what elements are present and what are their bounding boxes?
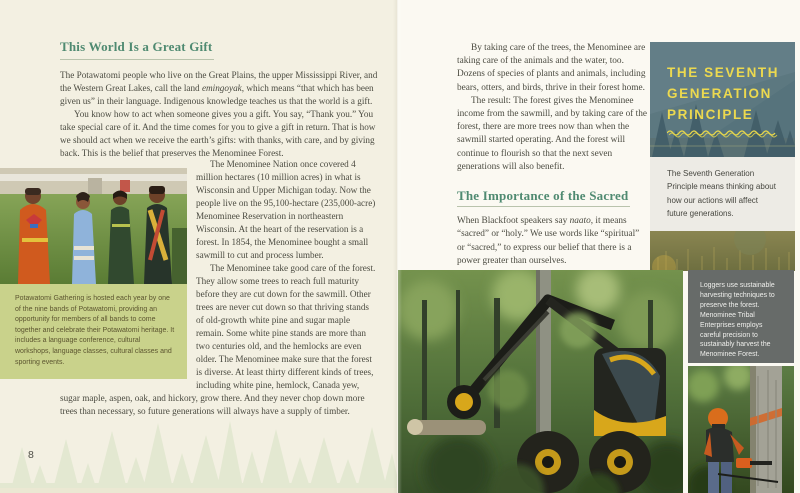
right-paragraph-1: By taking care of the trees, the Menominee are taking care of the animals and the water, too. Dozens of species of plants and animals, including bears, otters, and birds, thrive in their forest home. [457, 43, 646, 93]
squiggle-underline [667, 128, 779, 138]
gathering-photo-block [0, 168, 187, 379]
chainsaw-logger-photo [688, 366, 794, 493]
sidebar-title: THE SEVENTH GENERATION PRINCIPLE [667, 65, 780, 122]
left-page-heading: This World Is a Great Gift [60, 39, 214, 60]
page-number: 8 [28, 449, 34, 461]
para1-italic-term: emingoyak [201, 83, 242, 93]
forest-watermark [0, 413, 397, 493]
left-paragraph-2: You know how to act when someone gives you a gift. You say, “Thank you.” You take special care of it. And the time comes for you to give a gift in return. That is how we should act when we receive the earth’s gifts: with thanks, with care, and by giving back. This is the belief that preserves the Menominee Forest. [60, 109, 376, 158]
timber-harvester-photo [398, 270, 683, 493]
page-gutter [393, 0, 402, 493]
logger-photo-caption: Loggers use sustainable harvesting techniques to preserve the forest. Menominee Tribal Enterprises employs careful precision to sustainably harvest the Menominee Forest. [688, 270, 794, 363]
para1-before: The Potawatomi people who live on the Great Plains, the upper Mississippi River, and the Western Great Lakes, call the land [60, 70, 378, 93]
meadow-grass-photo [650, 231, 795, 271]
right-page-heading: The Importance of the Sacred [457, 189, 630, 207]
para3-before: When Blackfoot speakers say [457, 216, 570, 227]
left-paragraph-4: The Menominee take good care of the forest. They allow some trees to reach full maturity before they are cut down for the sawmill. Other trees are never cut down so that thriving stands of old-growth white pine and sugar maple remain. Some white pine stands are more than two centuries old, and the hemlocks are even older. The Menominee make sure that the forest is diverse. At least thirty different kinds of trees, including white pine, hemlock, Canada yew, sugar maple, aspen, oak, and hickory, grow there. And they never chop down more trees than necessary, so future generations will always have a supply of timber. [60, 263, 376, 416]
para1-after: , which means “that which has been given us” in their language. Indigenous knowledge teaches us that the world is a gift. [60, 83, 374, 106]
right-paragraph-2: The result: The forest gives the Menominee income from the sawmill, and by taking care of the forest, there are more trees now than when the sawmill started operating. And the forest will continue to flourish so that the next seven generations will also benefit. [457, 95, 648, 172]
gathering-photo-caption: Potawatomi Gathering is hosted each year by one of the nine bands of Potawatomi, providing an opportunity for members of all bands to come together and celebrate their Potawatomi heritage. It includes a language conference, cultural workshops, language classes, cultural classes and sporting events. [0, 284, 187, 379]
left-page [0, 0, 397, 493]
para3-after: , it means “sacred” or “holy.” We use words like “spiritual” or “sacred,” to express our belief that there is a power greater than ourselves. [457, 216, 640, 266]
potawatomi-gathering-photo [0, 168, 187, 284]
seventh-generation-sidebar [650, 42, 795, 271]
right-page [397, 0, 800, 493]
left-paragraph-1 [60, 69, 378, 108]
sidebar-body-text: The Seventh Generation Principle means thinking about how our actions will affect future generations. [650, 157, 795, 231]
sidebar-header [650, 42, 795, 157]
para3-italic-term: naato [569, 216, 591, 227]
left-paragraph-3: The Menominee Nation once covered 4 million hectares (10 million acres) in what is Wisconsin and Upper Michigan today. Now the people live on the 95,100-hectare (235,000-acre) Menominee Reservation in northeastern Wisconsin. At the heart of the reservation is a forest. In 1854, the Menominee bought a small sawmill to cut and process lumber. [196, 159, 376, 260]
